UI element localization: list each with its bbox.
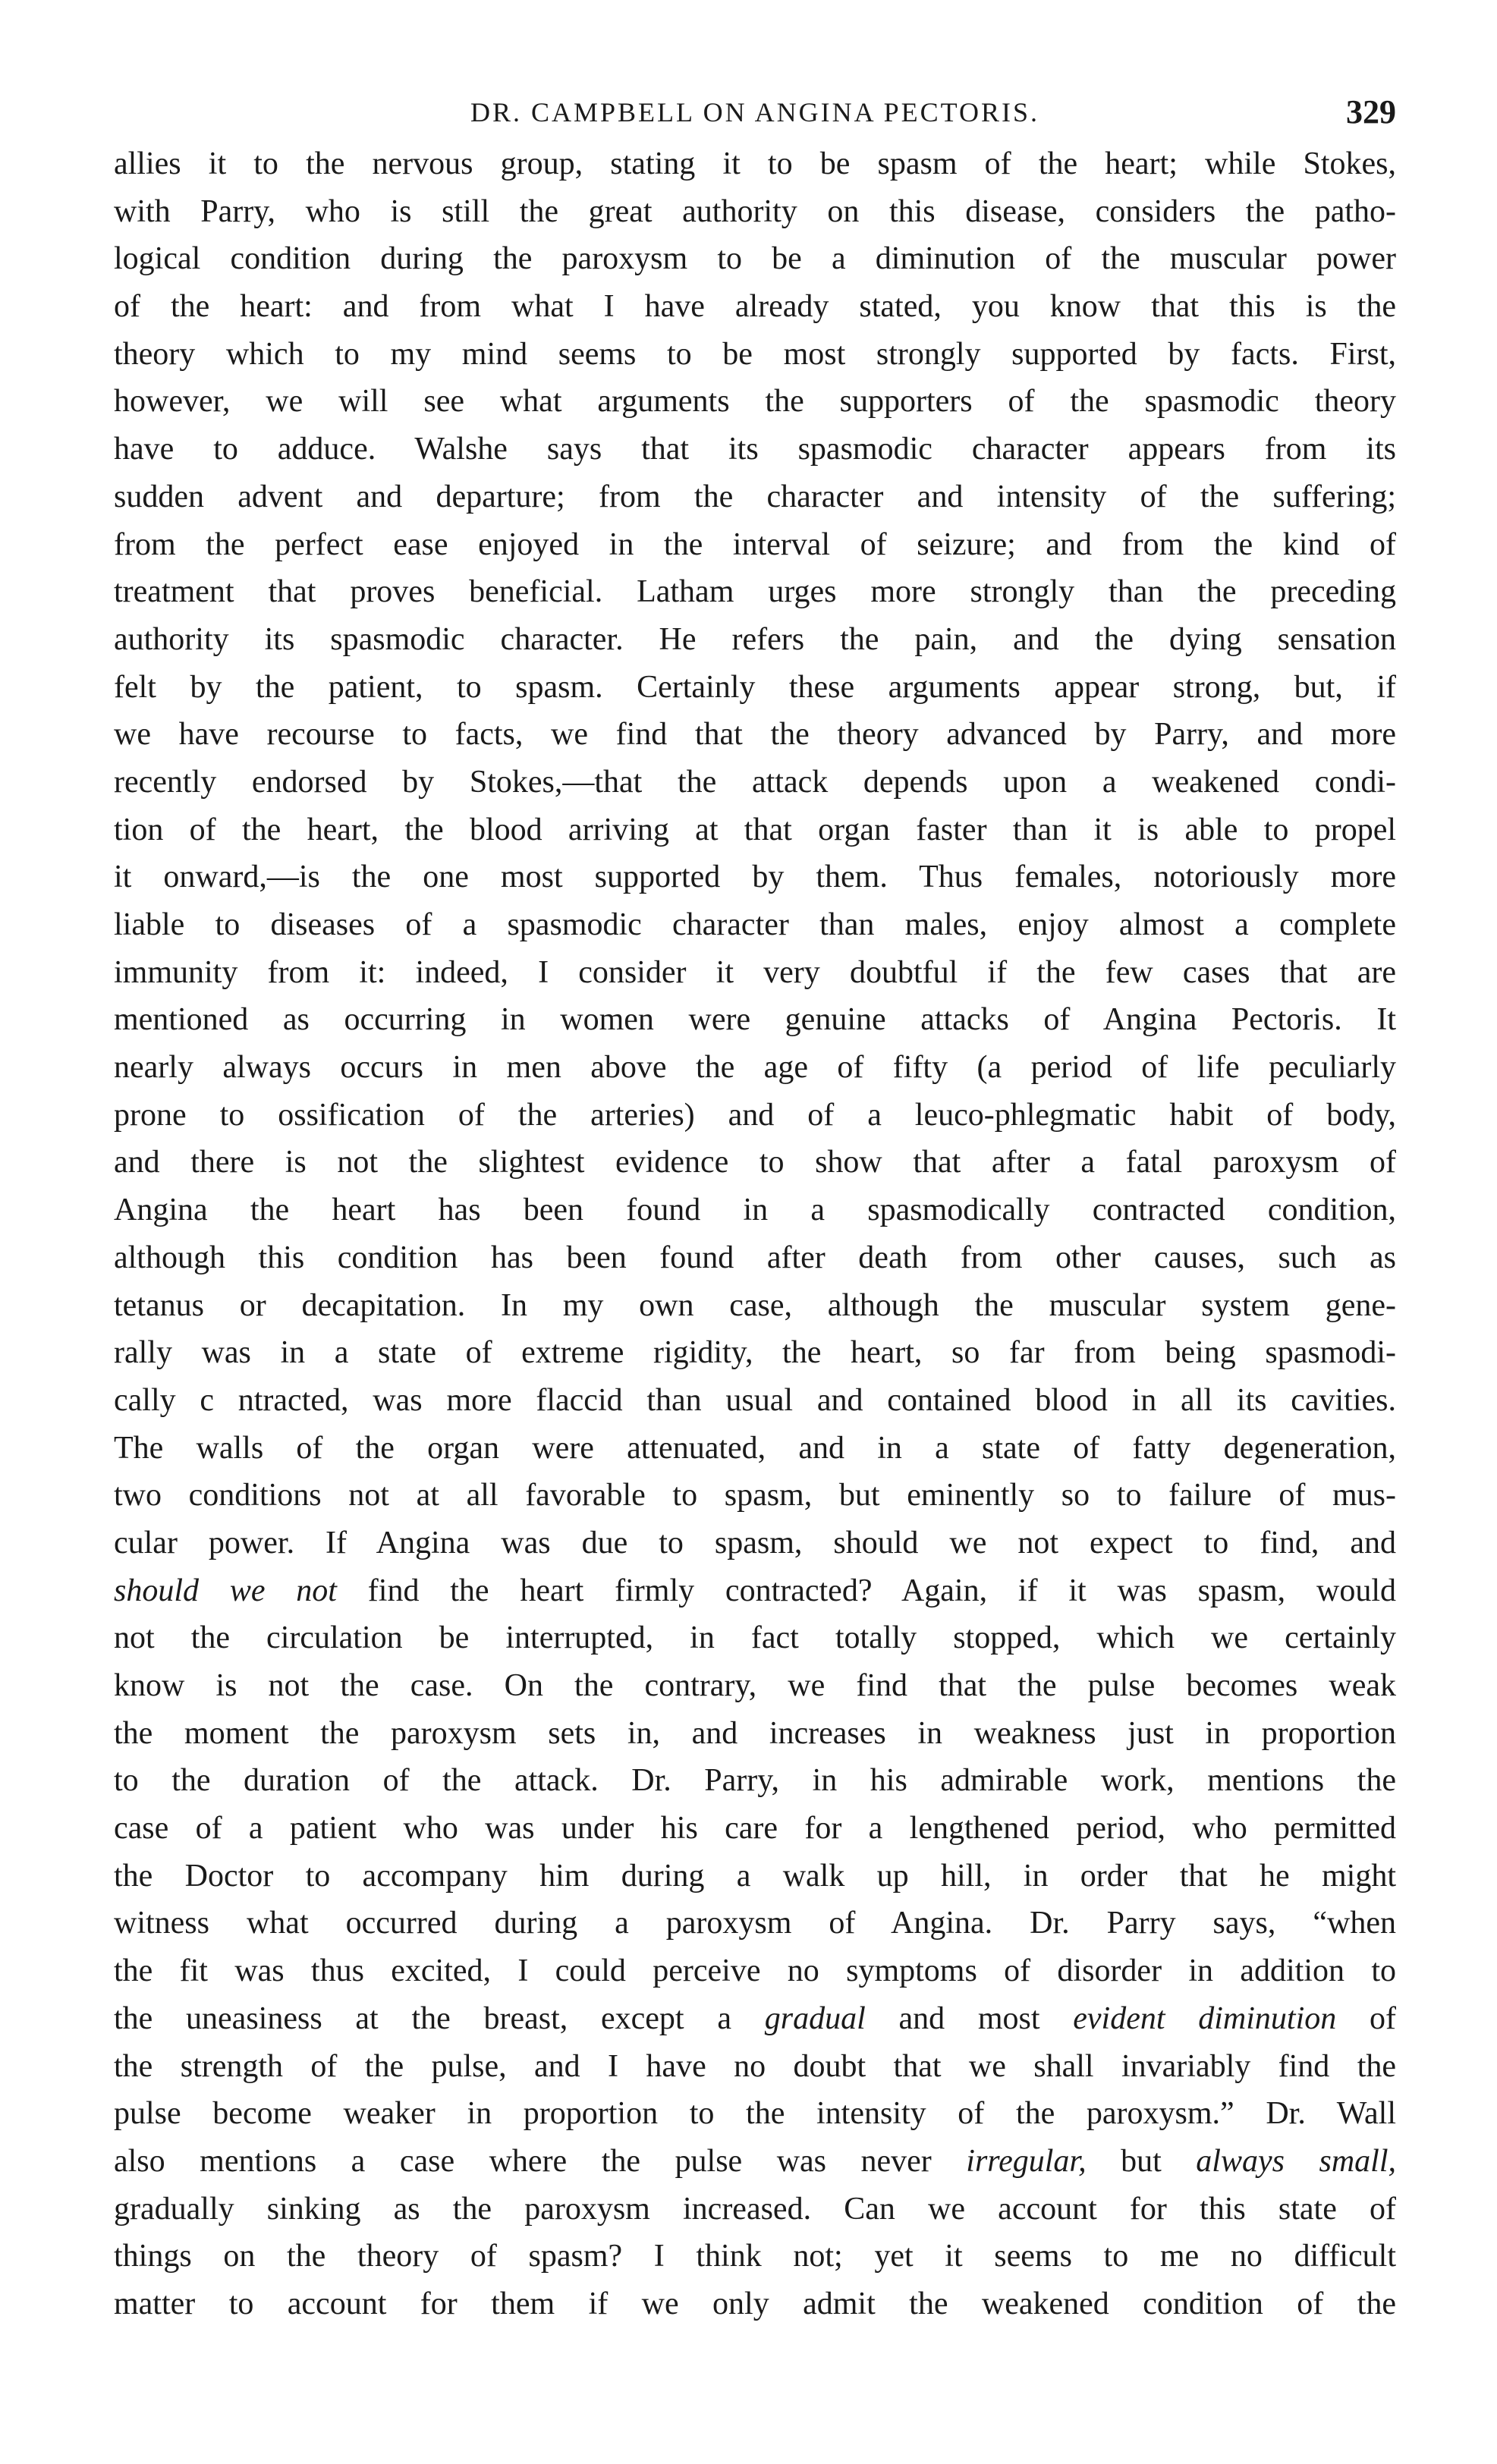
text-segment: also mentions a case where the pulse was never <box>114 2143 967 2179</box>
text-segment: logical condition during the paroxysm to be a diminution of the muscular power <box>114 241 1396 277</box>
text-line <box>114 1947 1396 1995</box>
text-line <box>114 806 1396 854</box>
text-line <box>114 283 1396 331</box>
text-line <box>114 1853 1396 1900</box>
text-segment: know is not the case. On the contrary, we find that the pulse becomes weak <box>114 1668 1396 1703</box>
text-line <box>114 1282 1396 1330</box>
text-segment: case of a patient who was under his care for a lengthened period, who permitted <box>114 1811 1396 1846</box>
text-line <box>114 235 1396 283</box>
text-line <box>114 331 1396 379</box>
text-segment: to the duration of the attack. Dr. Parry, in his admirable work, mentions the <box>114 1763 1396 1799</box>
text-segment: liable to diseases of a spasmodic character than males, enjoy almost a complete <box>114 907 1396 942</box>
text-line <box>114 2280 1396 2328</box>
text-segment: the moment the paroxysm sets in, and increases in weakness just in proportion <box>114 1715 1396 1751</box>
text-segment: from the perfect ease enjoyed in the interval of seizure; and from the kind of <box>114 526 1396 562</box>
italic-text: irregular, <box>966 2143 1087 2179</box>
text-segment: tetanus or decapitation. In my own case, although the muscular system gene- <box>114 1287 1396 1323</box>
text-line <box>114 664 1396 712</box>
text-segment: Angina the heart has been found in a spasmodically contracted condition, <box>114 1193 1396 1228</box>
text-line <box>114 1472 1396 1520</box>
text-segment: rally was in a state of extreme rigidity, the heart, so far from being spasmodi- <box>114 1335 1396 1371</box>
italic-text: always small, <box>1196 2143 1396 2179</box>
text-line <box>114 1567 1396 1615</box>
text-line <box>114 1377 1396 1425</box>
text-line <box>114 1186 1396 1234</box>
text-segment: and there is not the slightest evidence to show that after a fatal paroxysm of <box>114 1145 1396 1180</box>
text-line <box>114 711 1396 759</box>
text-segment: the uneasiness at the breast, except a <box>114 2000 765 2036</box>
italic-text: gradual <box>764 2000 866 2036</box>
text-segment: authority its spasmodic character. He refers the pain, and the dying sensation <box>114 621 1396 657</box>
text-segment: cally c ntracted, was more flaccid than usual and contained blood in all its cavities. <box>114 1382 1396 1418</box>
text-segment: mentioned as occurring in women were genuine attacks of Angina Pectoris. It <box>114 1002 1396 1038</box>
text-segment: The walls of the organ were attenuated, and in a state of fatty degeneration, <box>114 1430 1396 1466</box>
running-title: DR. CAMPBELL ON ANGINA PECTORIS. <box>470 97 1040 127</box>
text-segment: tion of the heart, the blood arriving at that organ faster than it is able to propel <box>114 812 1396 847</box>
text-segment: of <box>1336 2000 1396 2036</box>
text-segment: cular power. If Angina was due to spasm, should we not expect to find, and <box>114 1525 1396 1560</box>
text-segment: find the heart firmly contracted? Again, if it was spasm, would <box>336 1573 1396 1608</box>
text-segment: however, we will see what arguments the supporters of the spasmodic theory <box>114 384 1396 420</box>
italic-text: should we not <box>114 1573 337 1608</box>
text-line <box>114 759 1396 806</box>
text-line <box>114 188 1396 236</box>
text-segment: gradually sinking as the paroxysm increased. Can we account for this state of <box>114 2191 1396 2227</box>
text-segment: the Doctor to accompany him during a walk up hill, in order that he might <box>114 1858 1396 1894</box>
text-segment: but <box>1086 2143 1197 2179</box>
text-segment: recently endorsed by Stokes,—that the attack depends upon a weakened condi- <box>114 764 1396 800</box>
text-segment: and most <box>865 2000 1074 2036</box>
text-line <box>114 853 1396 901</box>
text-line <box>114 1520 1396 1567</box>
text-line <box>114 901 1396 949</box>
text-line <box>114 1995 1396 2043</box>
page-number: 329 <box>1346 93 1396 130</box>
text-line <box>114 616 1396 664</box>
text-line <box>114 140 1396 188</box>
text-segment: matter to account for them if we only admit the weakened condition of the <box>114 2286 1396 2321</box>
text-line <box>114 473 1396 521</box>
text-segment: things on the theory of spasm? I think not; yet it seems to me no difficult <box>114 2239 1396 2274</box>
text-segment: with Parry, who is still the great authority on this disease, considers the patho- <box>114 193 1396 229</box>
text-line <box>114 1139 1396 1186</box>
text-line <box>114 521 1396 569</box>
text-line <box>114 2090 1396 2138</box>
text-line <box>114 378 1396 426</box>
text-segment: the strength of the pulse, and I have no doubt that we shall invariably find the <box>114 2048 1396 2084</box>
text-segment: treatment that proves beneficial. Latham urges more strongly than the preceding <box>114 574 1396 610</box>
italic-text: evident diminution <box>1073 2000 1337 2036</box>
text-line <box>114 1234 1396 1282</box>
text-line <box>114 2233 1396 2280</box>
body-text <box>114 140 1396 2328</box>
text-line <box>114 2138 1396 2186</box>
text-line <box>114 1710 1396 1758</box>
text-line <box>114 1329 1396 1377</box>
text-segment: nearly always occurs in men above the age of fifty (a period of life peculiarly <box>114 1050 1396 1086</box>
running-head <box>114 82 1396 143</box>
text-segment: allies it to the nervous group, stating it to be spasm of the heart; while Stokes, <box>114 146 1396 181</box>
text-segment: felt by the patient, to spasm. Certainly these arguments appear strong, but, if <box>114 669 1396 705</box>
text-line <box>114 1092 1396 1139</box>
text-segment: it onward,—is the one most supported by them. Thus females, notoriously more <box>114 860 1396 895</box>
text-segment: theory which to my mind seems to be most strongly supported by facts. First, <box>114 336 1396 372</box>
text-segment: the fit was thus excited, I could perceive no symptoms of disorder in addition to <box>114 1953 1396 1989</box>
text-segment: sudden advent and departure; from the character and intensity of the suffering; <box>114 479 1396 514</box>
text-line <box>114 2186 1396 2233</box>
text-segment: two conditions not at all favorable to spasm, but eminently so to failure of mus- <box>114 1478 1396 1513</box>
text-segment: although this condition has been found after death from other causes, such as <box>114 1240 1396 1275</box>
text-segment: immunity from it: indeed, I consider it very doubtful if the few cases that are <box>114 954 1396 990</box>
text-line <box>114 568 1396 616</box>
text-line <box>114 2043 1396 2091</box>
text-segment: witness what occurred during a paroxysm of Angina. Dr. Parry says, “when <box>114 1906 1396 1941</box>
text-line <box>114 1662 1396 1710</box>
text-segment: prone to ossification of the arteries) and of a leuco-phlegmatic habit of body, <box>114 1097 1396 1133</box>
text-segment: we have recourse to facts, we find that the theory advanced by Parry, and more <box>114 717 1396 753</box>
text-line <box>114 949 1396 997</box>
text-line <box>114 1805 1396 1853</box>
text-line <box>114 1425 1396 1472</box>
text-line <box>114 996 1396 1044</box>
text-segment: have to adduce. Walshe says that its spasmodic character appears from its <box>114 432 1396 467</box>
text-segment: pulse become weaker in proportion to the intensity of the paroxysm.” Dr. Wall <box>114 2096 1396 2132</box>
text-line <box>114 1900 1396 1947</box>
text-segment: not the circulation be interrupted, in fact totally stopped, which we certainly <box>114 1620 1396 1656</box>
text-line <box>114 1614 1396 1662</box>
text-line <box>114 1757 1396 1805</box>
text-line <box>114 426 1396 473</box>
text-segment: of the heart: and from what I have already stated, you know that this is the <box>114 289 1396 325</box>
text-line <box>114 1044 1396 1092</box>
